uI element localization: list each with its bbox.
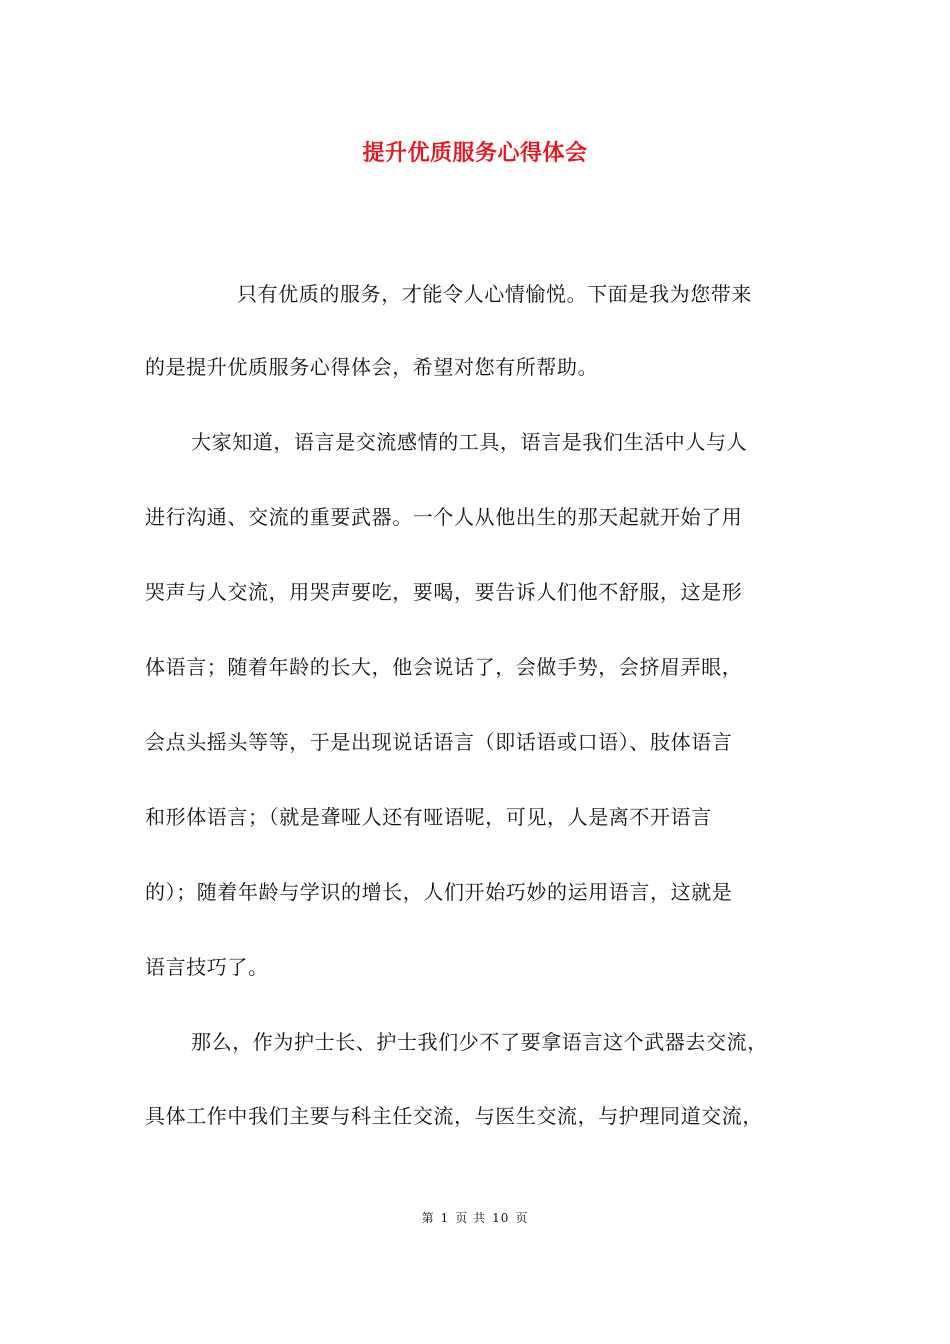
- paragraph-line: 的）；随着年龄与学识的增长，人们开始巧妙的运用语言，这就是: [145, 880, 733, 904]
- page-footer: [0, 1209, 950, 1226]
- paragraph-line: 语言技巧了。: [145, 955, 269, 979]
- page-current: 1: [440, 1211, 450, 1225]
- paragraph-line: 只有优质的服务，才能令人心情愉悦。下面是我为您带来: [237, 282, 752, 306]
- paragraph-line: 体语言；随着年龄的长大，他会说话了，会做手势，会挤眉弄眼，: [145, 655, 743, 679]
- paragraph-line: 和形体语言；（就是聋哑人还有哑语呢，可见，人是离不开语言: [145, 805, 712, 829]
- page-total: 10: [492, 1211, 510, 1225]
- footer-suffix: 页: [515, 1211, 529, 1225]
- footer-mid: 页 共: [455, 1211, 487, 1225]
- paragraph-line: 具体工作中我们主要与科主任交流，与医生交流，与护理同道交流，: [145, 1104, 763, 1128]
- footer-prefix: 第: [421, 1211, 435, 1225]
- paragraph-line: 进行沟通、交流的重要武器。一个人从他出生的那天起就开始了用: [145, 505, 743, 529]
- paragraph-line: 的是提升优质服务心得体会，希望对您有所帮助。: [145, 355, 599, 379]
- paragraph-line: 大家知道，语言是交流感情的工具，语言是我们生活中人与人: [191, 430, 748, 454]
- paragraph-line: 那么，作为护士长、护士我们少不了要拿语言这个武器去交流，: [191, 1030, 768, 1054]
- document-title: 提升优质服务心得体会: [362, 140, 588, 166]
- paragraph-line: 哭声与人交流，用哭声要吃，要喝，要告诉人们他不舒服，这是形: [145, 580, 743, 604]
- paragraph-line: 会点头摇头等等，于是出现说话语言（即话语或口语）、肢体语言: [145, 730, 733, 754]
